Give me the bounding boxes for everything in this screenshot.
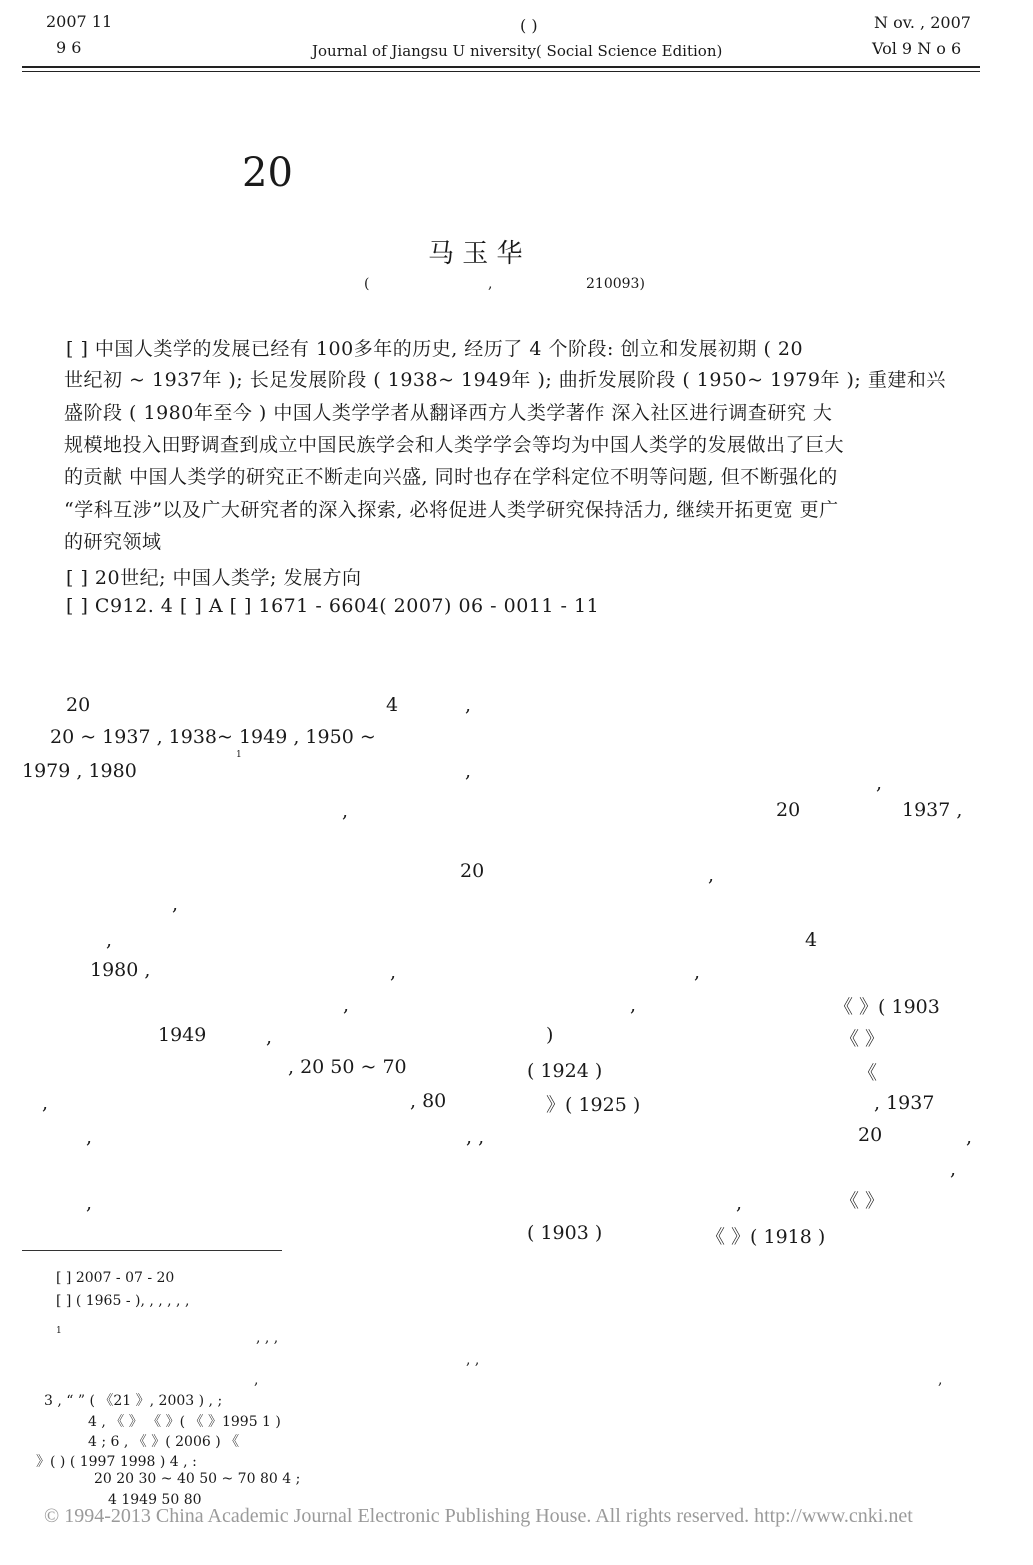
body-fragment: , , [466, 1126, 485, 1148]
classification-line: [ ] C912. 4 [ ] A [ ] 1671 - 6604( 2007) 06 - 0011 - 11 [66, 595, 600, 617]
body-fragment: , [876, 772, 883, 794]
keywords-line: [ ] 20世纪; 中国人类学; 发展方向 [66, 567, 362, 589]
body-fragment: , [630, 994, 637, 1016]
footnote-marker: 1 [56, 1326, 62, 1336]
footnote-line: , [938, 1372, 943, 1388]
body-fragment: , [390, 961, 397, 983]
body-fragment: , [266, 1026, 273, 1048]
body-fragment: 20 [460, 860, 485, 882]
body-fragment: 《 [858, 1062, 878, 1084]
body-fragment: , [106, 929, 113, 951]
abstract-line: 盛阶段 ( 1980年至今 ) 中国人类学学者从翻译西方人类学著作 深入社区进行调查研究 大 [64, 402, 833, 424]
body-fragment: , [342, 800, 349, 822]
footnote-line: [ ] 2007 - 07 - 20 [56, 1270, 175, 1286]
body-fragment: , 20 50 ~ 70 [288, 1056, 407, 1078]
body-fragment: , [950, 1158, 957, 1180]
body-fragment: 1937 , [902, 799, 963, 821]
body-fragment: , [465, 760, 472, 782]
header-rule-thick [22, 66, 980, 68]
copyright-footer: © 1994-2013 China Academic Journal Electronic Publishing House. All rights reserved. http://www.cnki.net [44, 1505, 913, 1527]
footnote-line: 3 , “ ” ( 《21 》, 2003 ) , ; [44, 1393, 223, 1409]
author-name: 马 玉 华 [428, 239, 523, 269]
body-fragment: ( 1903 ) [527, 1222, 603, 1244]
affiliation-open-paren: ( [364, 276, 370, 292]
body-fragment: 《 》( 1903 [834, 996, 940, 1018]
footnote-line: 》( ) ( 1997 1998 ) 4 , : [36, 1454, 197, 1470]
journal-name: Journal of Jiangsu U niversity( Social Science Edition) [312, 42, 723, 60]
affiliation-postcode: 210093) [586, 276, 645, 292]
header-left-line2: 9 6 [56, 38, 82, 57]
body-fragment: ) [546, 1024, 554, 1046]
page-title: 20 [242, 150, 293, 196]
abstract-line: “学科互涉”以及广大研究者的深入探索, 必将促进人类学研究保持活力, 继续开拓更宽 更广 [64, 499, 839, 521]
body-fragment: , [465, 694, 472, 716]
affiliation-comma: , [488, 276, 493, 292]
header-left-line1: 2007 11 [46, 12, 113, 31]
footnote-line: , , [466, 1352, 480, 1368]
header-right-line2: Vol 9 N o 6 [872, 39, 962, 58]
footnote-line: , [254, 1372, 259, 1388]
body-fragment: , [172, 893, 179, 915]
body-fragment: 《 》 [840, 1028, 885, 1050]
body-fragment: 》( 1925 ) [546, 1094, 641, 1116]
footnote-line: 4 1949 50 80 [108, 1492, 202, 1508]
footnote-line: 4 ; 6 , 《 》( 2006 ) 《 [88, 1434, 240, 1450]
abstract-line: 的研究领域 [64, 531, 162, 553]
footnote-line: 4 , 《 》 《 》( 《 》1995 1 ) [88, 1414, 281, 1430]
body-fragment: , [694, 961, 701, 983]
body-fragment: ( 1924 ) [527, 1060, 603, 1082]
body-fragment: 1979 , 1980 [22, 760, 137, 782]
body-fragment: 1980 , [90, 959, 151, 981]
abstract-line: [ ] 中国人类学的发展已经有 100多年的历史, 经历了 4 个阶段: 创立和发展初期 ( 20 [66, 338, 804, 360]
body-fragment: , [966, 1126, 973, 1148]
body-fragment: , [86, 1192, 93, 1214]
footnote-separator [22, 1250, 282, 1251]
header-center-line1: ( ) [520, 16, 538, 35]
header-rule-thin [22, 71, 980, 72]
body-fragment: , [708, 864, 715, 886]
body-fragment: , 80 [410, 1090, 447, 1112]
abstract-line: 规模地投入田野调查到成立中国民族学会和人类学学会等均为中国人类学的发展做出了巨大 [64, 434, 845, 456]
header-right-line1: N ov. , 2007 [874, 13, 971, 32]
body-fragment: 《 》 [840, 1190, 885, 1212]
body-fragment: 4 [386, 694, 399, 716]
body-fragment: 4 [805, 929, 818, 951]
body-fragment: 20 [776, 799, 801, 821]
body-fragment: , [42, 1092, 49, 1114]
footnote-line: 20 20 30 ~ 40 50 ~ 70 80 4 ; [94, 1471, 301, 1487]
body-fragment: , [736, 1192, 743, 1214]
footnote-marker: 1 [236, 750, 242, 760]
footnote-line: [ ] ( 1965 - ), , , , , , [56, 1293, 190, 1309]
body-fragment: 20 [858, 1124, 883, 1146]
body-fragment: , [343, 994, 350, 1016]
body-fragment: 20 [66, 694, 91, 716]
body-fragment: 《 》( 1918 ) [706, 1226, 826, 1248]
body-fragment: , 1937 [874, 1092, 935, 1114]
abstract-line: 的贡献 中国人类学的研究正不断走向兴盛, 同时也存在学科定位不明等问题, 但不断强化的 [64, 466, 838, 488]
body-fragment: 1949 [158, 1024, 207, 1046]
body-fragment: , [86, 1126, 93, 1148]
abstract-line: 世纪初 ~ 1937年 ); 长足发展阶段 ( 1938~ 1949年 ); 曲折发展阶段 ( 1950~ 1979年 ); 重建和兴 [64, 369, 946, 391]
footnote-line: , , , [256, 1330, 279, 1346]
body-fragment: 20 ~ 1937 , 1938~ 1949 , 1950 ~ [50, 726, 376, 748]
